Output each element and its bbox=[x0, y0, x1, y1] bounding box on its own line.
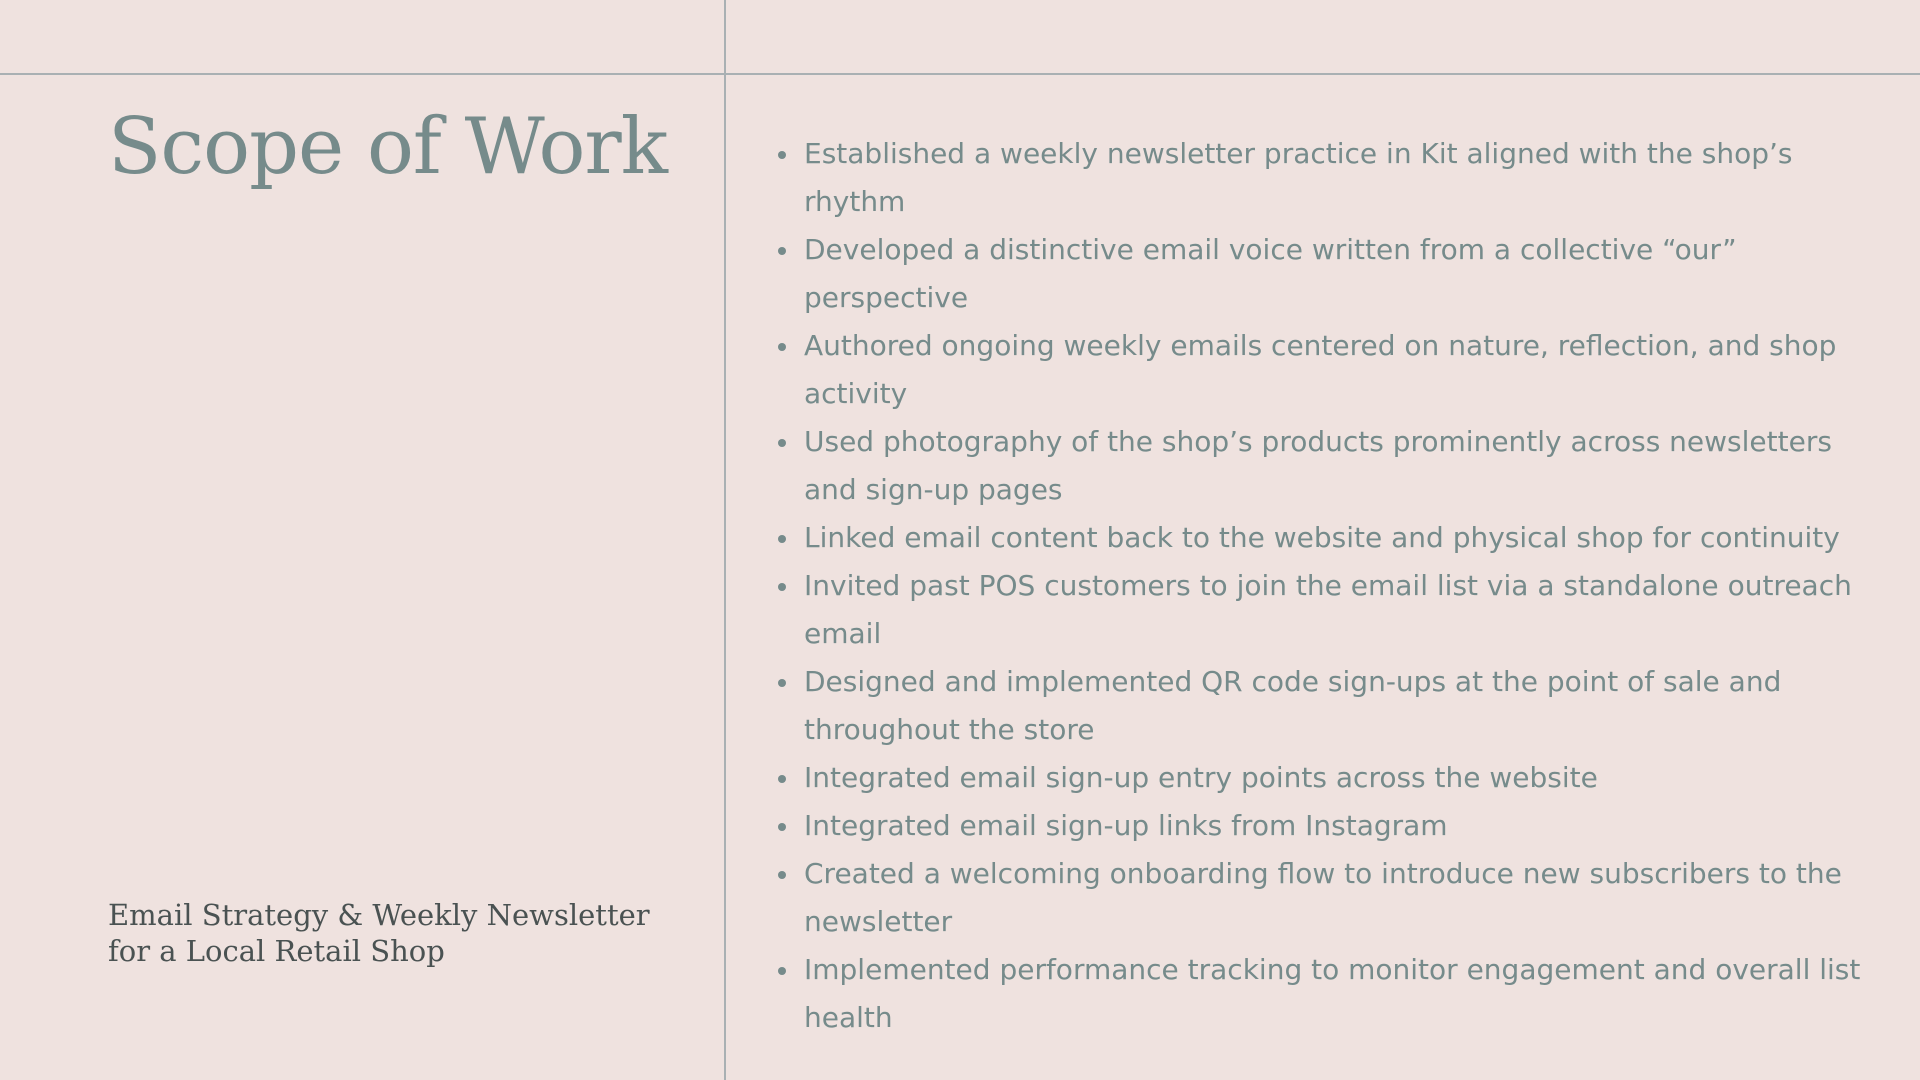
list-item: Created a welcoming onboarding flow to introduce new subscribers to the newsletter bbox=[774, 850, 1884, 946]
list-item: Implemented performance tracking to monitor engagement and overall list health bbox=[774, 946, 1884, 1042]
list-item: Established a weekly newsletter practice in Kit aligned with the shop’s rhythm bbox=[774, 130, 1884, 226]
project-subtitle bbox=[108, 897, 668, 969]
horizontal-divider bbox=[0, 73, 1920, 75]
vertical-divider bbox=[724, 0, 726, 1080]
list-item: Integrated email sign-up entry points across the website bbox=[774, 754, 1884, 802]
list-item: Developed a distinctive email voice written from a collective “our” perspective bbox=[774, 226, 1884, 322]
scope-bullet-list bbox=[774, 130, 1884, 1042]
page-title: Scope of Work bbox=[108, 102, 667, 192]
list-item: Integrated email sign-up links from Instagram bbox=[774, 802, 1884, 850]
list-item: Linked email content back to the website and physical shop for continuity bbox=[774, 514, 1884, 562]
subtitle-line-1: Email Strategy & Weekly Newsletter bbox=[108, 898, 650, 932]
list-item: Used photography of the shop’s products prominently across newsletters and sign-up pages bbox=[774, 418, 1884, 514]
list-item: Designed and implemented QR code sign-ups at the point of sale and throughout the store bbox=[774, 658, 1884, 754]
list-item: Invited past POS customers to join the email list via a standalone outreach email bbox=[774, 562, 1884, 658]
subtitle-line-2: for a Local Retail Shop bbox=[108, 934, 445, 968]
list-item: Authored ongoing weekly emails centered on nature, reflection, and shop activity bbox=[774, 322, 1884, 418]
